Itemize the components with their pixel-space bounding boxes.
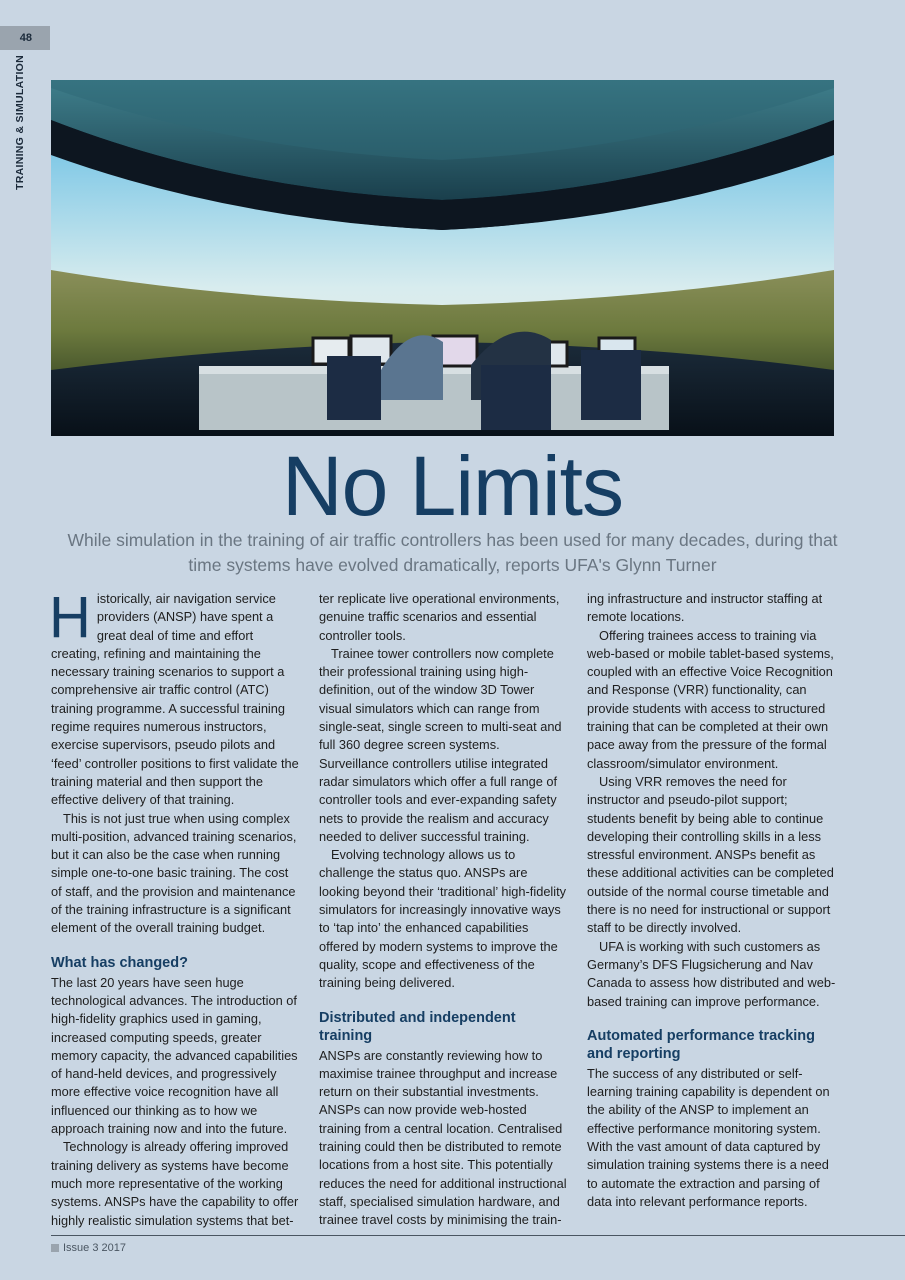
section-heading: Distributed and independent training (319, 1009, 516, 1044)
paragraph: Evolving technology allows us to challenge the status quo. ANSPs are looking beyond their ‘traditional’ high-fidelity simulators for increasingly innovative ways to ‘tap into’ the enhanced capabilities offered by modern systems to improve the quality, scope and effectiveness of the training being delivered. (319, 847, 567, 991)
paragraph: This is not just true when using complex multi-position, advanced training scenarios, but it can also be the case when running simple one-to-one basic training. The cost of staff, and the provision and maintenance of the training infrastructure is a significant element of the overall training budget. (51, 810, 297, 936)
footer (51, 1242, 126, 1254)
paragraph: Trainee tower controllers now complete their professional training using high-definition, out of the window 3D Tower visual simulators which can range from single-seat, single screen to multi-seat and full 360 degree screen systems. Surveillance controllers utilise integrated radar simulators which offer a full range of controller tools and ever-expanding safety nets to provide the realism and accuracy needed to deliver successful training. (319, 645, 562, 844)
paragraph: ter replicate live operational environments, genuine traffic scenarios and essential controller tools. (319, 591, 560, 643)
paragraph: ing infrastructure and instructor staffing at remote locations. (587, 591, 823, 625)
page-number: 48 (0, 26, 50, 50)
paragraph: UFA is working with such customers as Germany’s DFS Flugsicherung and Nav Canada to assess how distributed and web-based training can improve performance. (587, 938, 836, 1009)
section-label: TRAINING & SIMULATION (14, 54, 26, 190)
article-standfirst: While simulation in the training of air traffic controllers has been used for many decades, during that time systems have evolved dramatically, reports UFA's Glynn Turner (67, 530, 838, 575)
article-title: No Limits (281, 439, 624, 533)
column-3 (587, 590, 837, 1211)
column-1 (49, 585, 301, 1230)
paragraph: ANSPs are constantly reviewing how to maximise trainee throughput and increase return on their substantial investments. ANSPs can now provide web-hosted training from a central location. Centralised training could then be distributed to remote locations from a host site. This potentially reduces the need for additional instructional staff, specialised simulation hardware, and trainee travel costs by minimising the train- (319, 1047, 567, 1228)
section-heading: Automated performance tracking and reporting (587, 1027, 816, 1062)
paragraph-text: istorically, air navigation service providers (ANSP) have spent a great deal of time and effort creating, refining and maintaining the necessary training scenarios to support a comprehensive air traffic control (ATC) training programme. A successful training regime requires numerous instructors, exercise supervisors, pseudo pilots and ‘feed’ controller positions to first validate the training material and then support the effective delivery of that training. (51, 591, 299, 808)
paragraph: Technology is already offering improved training delivery as systems have become much more representative of the working systems. ANSPs have the capability to offer highly realistic simulation systems that bet- (51, 1139, 299, 1228)
section-heading: What has changed? (51, 954, 188, 971)
dropcap: H (49, 585, 91, 650)
paragraph: Offering trainees access to training via web-based or mobile tablet-based systems, coupled with an effective Voice Recognition and Response (VRR) functionality, can provide students with access to structured training that can be completed at their own pace away from the pressure of the formal classroom/simulator environment. (587, 627, 834, 771)
column-2 (319, 590, 569, 1230)
hero-photo (51, 80, 834, 436)
issue-label: Issue 3 2017 (63, 1242, 126, 1254)
footer-rule (51, 1235, 905, 1236)
paragraph: The last 20 years have seen huge technological advances. The introduction of high-fidelity graphics used in gaming, increased computing speeds, greater memory capacity, the advanced capabilities of hand-held devices, and progressively more effective voice recognition have all influenced our thinking as to how we approach training now and into the future. (51, 974, 298, 1137)
paragraph: The success of any distributed or self-learning training capability is dependent on the ability of the ANSP to implement an effective performance monitoring system. With the vast amount of data captured by simulation training systems there is a need to automate the extraction and parsing of data into relevant performance reports. (587, 1065, 830, 1209)
paragraph: Using VRR removes the need for instructor and pseudo-pilot support; students benefit by being able to continue developing their controlling skills in a less stressful environment. ANSPs benefit as these additional activities can be completed outside of the normal course timetable and there is no need for instructional or support staff to be directly involved. (587, 773, 834, 936)
square-icon (51, 1244, 59, 1252)
paragraph (49, 585, 301, 810)
